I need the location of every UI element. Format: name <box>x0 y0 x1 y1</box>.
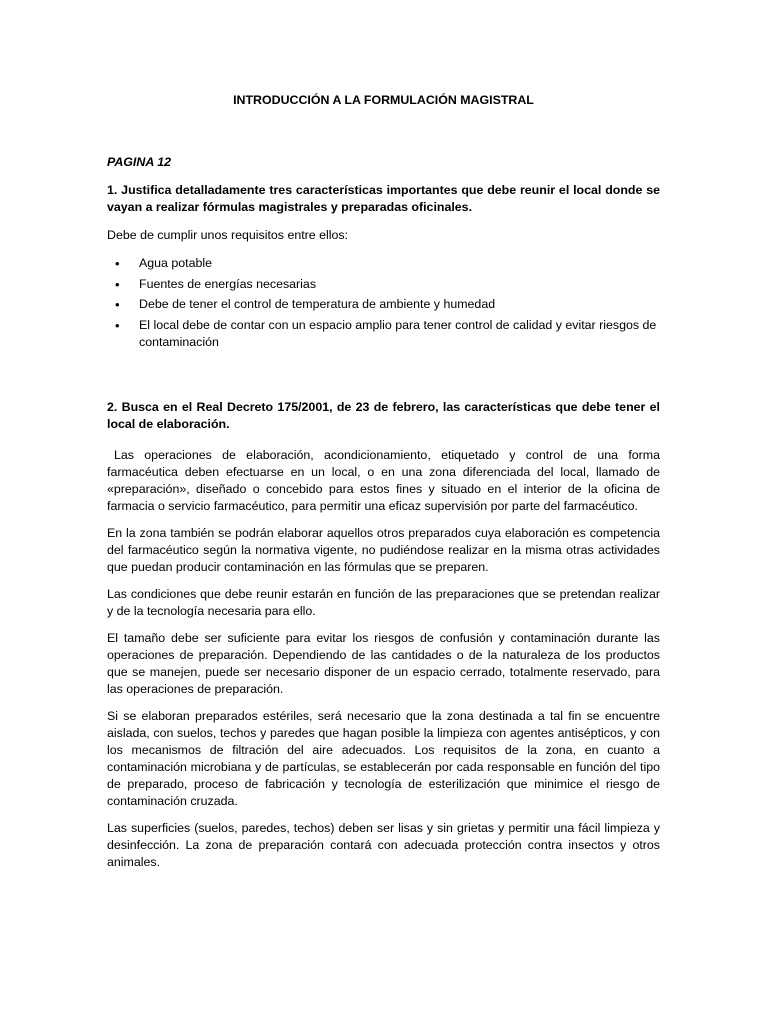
bullet-icon: • <box>115 276 120 292</box>
question-1: 1. Justifica detalladamente tres características importantes que debe reunir el local donde se vayan a realizar fórmulas magistrales y preparadas oficinales. <box>107 183 660 214</box>
requirements-intro: Debe de cumplir unos requisitos entre ellos: <box>107 228 349 242</box>
list-item <box>107 317 660 351</box>
document-title: INTRODUCCIÓN A LA FORMULACIÓN MAGISTRAL <box>233 93 534 107</box>
list-item-text: El local debe de contar con un espacio amplio para tener control de calidad y evitar riesgos de contaminación <box>139 317 657 349</box>
bullet-icon: • <box>115 317 120 333</box>
list-item <box>107 276 660 293</box>
paragraph <box>107 447 660 515</box>
paragraph: El tamaño debe ser suficiente para evitar los riesgos de confusión y contaminación durante las operaciones de preparación. Dependiendo de las cantidades o de la naturaleza de los productos que se manejen, puede ser necesario disponer de un espacio cerrado, totalmente reservado, para las operaciones de preparación. <box>107 630 660 696</box>
paragraph: En la zona también se podrán elaborar aquellos otros preparados cuya elaboración es competencia del farmacéutico según la normativa vigente, no pudiéndose realizar en la misma otras actividades que puedan producir contaminación en las fórmulas que se preparen. <box>107 525 660 574</box>
question-2: 2. Busca en el Real Decreto 175/2001, de 23 de febrero, las características que debe tener el local de elaboración. <box>107 399 660 431</box>
list-item <box>107 296 660 313</box>
bullet-icon: • <box>115 256 120 271</box>
requirements-list <box>107 255 660 351</box>
paragraph: Las condiciones que debe reunir estarán en función de las preparaciones que se pretendan realizar y de la tecnología necesaria para ello. <box>107 586 660 618</box>
document-page <box>107 92 660 881</box>
list-item-text: Agua potable <box>139 256 213 270</box>
list-item-text: Fuentes de energías necesarias <box>139 276 317 291</box>
paragraph: Si se elaboran preparados estériles, será necesario que la zona destinada a tal fin se encuentre aislada, con suelos, techos y paredes que hagan posible la limpieza con agentes antisépticos, y con los mecanismos de filtración del aire adecuados. Los requisitos de la zona, en cuanto a contaminación microbiana y de partículas, se establecerán por cada responsable en función del tipo de preparado, proceso de fabricación y tecnología de esterilización que minimice el riesgo de contaminación cruzada. <box>107 708 660 808</box>
paragraph-text: Las operaciones de elaboración, acondicionamiento, etiquetado y control de una forma farmacéutica deben efectuarse en un local, o en una zona diferenciada del local, llamado de «preparación», diseñado o concebido para estos fines y situado en el interior de la oficina de farmacia o servicio farmacéutico, para permitir una eficaz supervisión por parte del farmacéutico. <box>107 447 660 513</box>
list-item <box>107 255 660 272</box>
list-item-text: Debe de tener el control de temperatura de ambiente y humedad <box>139 297 496 311</box>
page-label: PAGINA 12 <box>107 155 172 169</box>
bullet-icon: • <box>115 297 120 312</box>
paragraph: Las superficies (suelos, paredes, techos) deben ser lisas y sin grietas y permitir una fácil limpieza y desinfección. La zona de preparación contará con adecuada protección contra insectos y otros animales. <box>107 820 660 869</box>
